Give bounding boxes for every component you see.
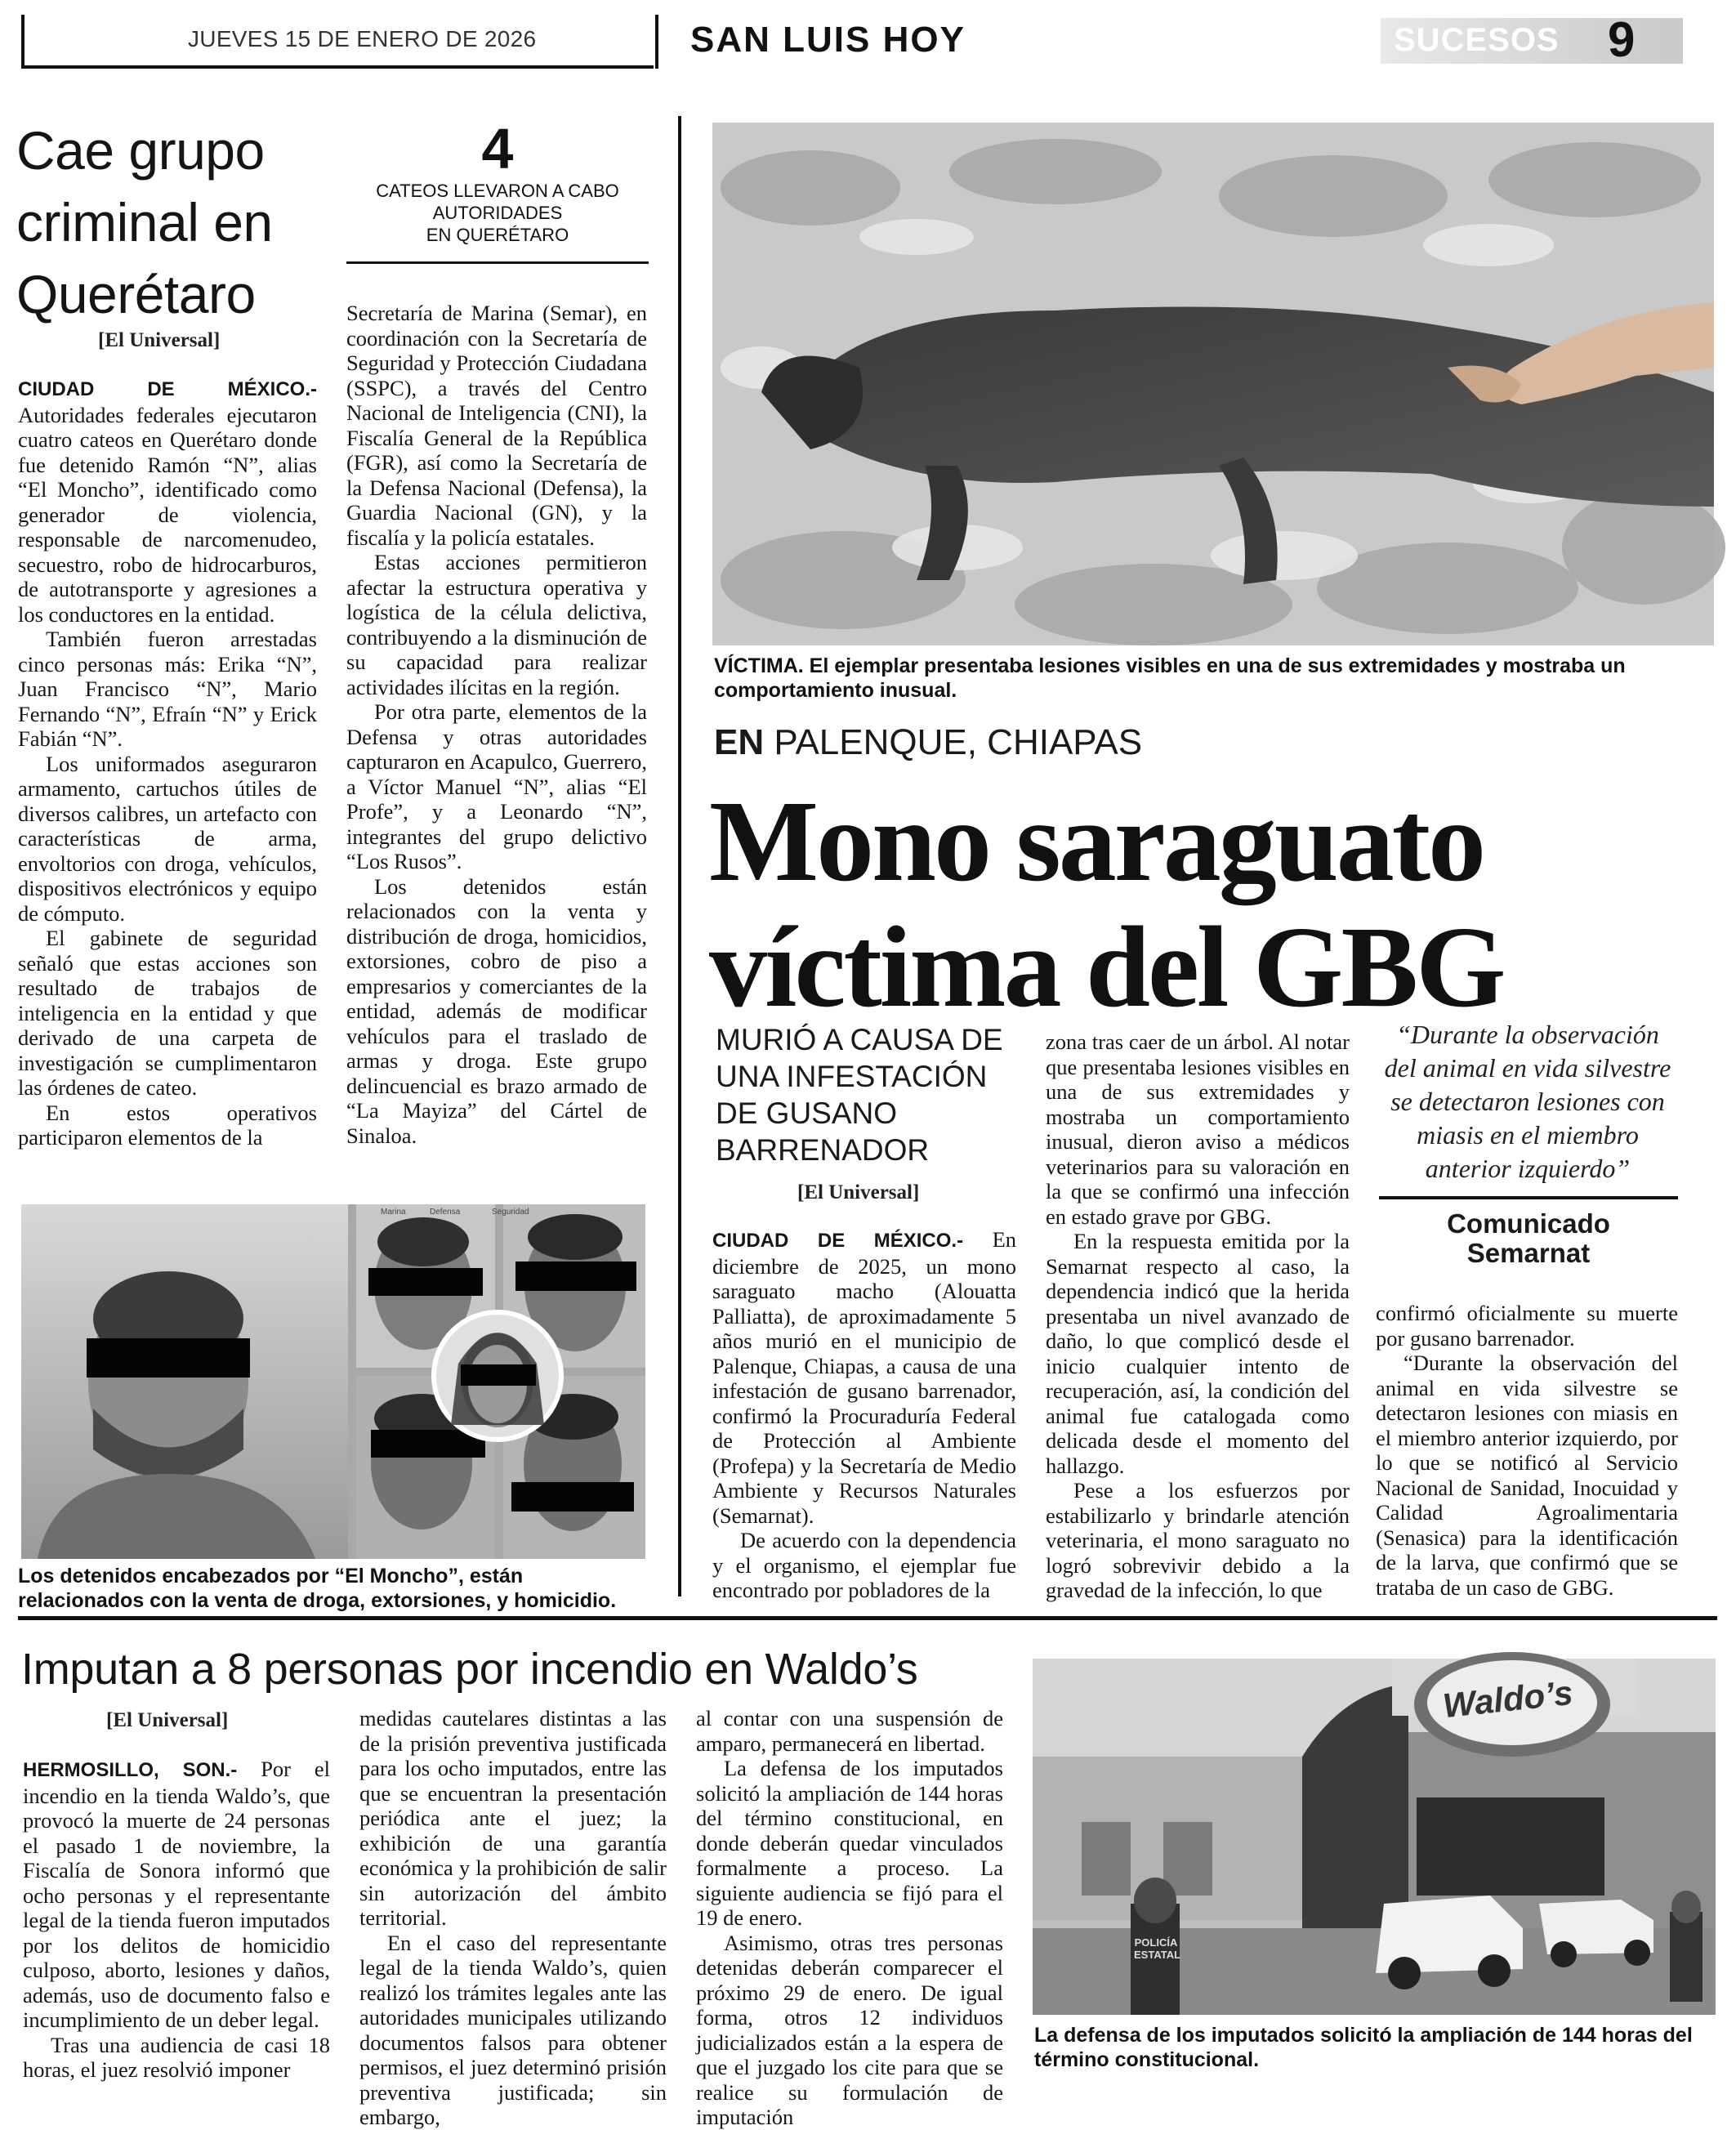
mono-kicker-rest: PALENQUE, CHIAPAS bbox=[774, 722, 1143, 762]
monkey-caption-lead: VÍCTIMA. bbox=[714, 654, 804, 677]
waldos-paragraph: Asimismo, otras tres personas detenidas deberán comparecer el próximo 29 de enero. De igual forma, otros 12 individuos judicializados están a la espera de que el juzgado los cite para que se realice su formulación de imputación bbox=[696, 1930, 1003, 2129]
factbox-line: AUTORIDADES bbox=[432, 203, 563, 223]
factbox-bottom-rule bbox=[346, 261, 649, 264]
mono-subhead: MURIÓ A CAUSA DE UNA INFESTACIÓN DE GUSANO BARRENADOR bbox=[716, 1023, 1003, 1167]
mono-headline-line: víctima del GBG bbox=[709, 902, 1504, 1031]
mono-paragraph: De acuerdo con la dependencia y el organismo, el ejemplar fue encontrado por pobladores de la bbox=[712, 1528, 1016, 1602]
queretaro-headline bbox=[16, 114, 343, 330]
queretaro-paragraph: También fueron arrestadas cinco personas más: Erika “N”, Juan Francisco “N”, Mario Fernando “N”, Efraín “N” y Erick Fabián “N”. bbox=[18, 627, 317, 751]
waldos-paragraph: En el caso del representante legal de la tienda Waldo’s, quien realizó los trámites legales ante las autoridades municipales utilizando documentos falsos para obtener permisos, el juez determinó prisión preventiva justificada; sin embargo, bbox=[359, 1930, 667, 2129]
monkey-caption-text: El ejemplar presentaba lesiones visibles en una de sus extremidades y mostraba un comportamiento inusual. bbox=[714, 654, 1626, 702]
photo-text-defensa: Defensa bbox=[430, 1208, 461, 1217]
queretaro-paragraph: Los detenidos están relacionados con la venta y distribución de droga, homicidios, extorsiones, cobro de piso a empresarios y comerciantes de la entidad, además de modificar vehículos para el traslado de armas y droga. Este grupo delincuencial es brazo armado de “La Mayiza” del Cártel de Sinaloa. bbox=[346, 873, 647, 1148]
header-divider bbox=[655, 15, 658, 69]
queretaro-headline-line: criminal en bbox=[16, 192, 273, 252]
column-divider bbox=[678, 116, 681, 1596]
queretaro-body-col2 bbox=[346, 301, 647, 1148]
quote-rule bbox=[1379, 1196, 1678, 1199]
queretaro-paragraph: Autoridades federales ejecutaron cuatro cateos en Querétaro donde fue detenido Ramón “N”, alias “El Moncho”, identificado como generador de violencia, responsable de narcomenudeo, secuestro, robo de hidrocarburos, de autotransporte y agresiones a los conductores en la entidad. bbox=[18, 402, 317, 627]
mono-paragraph: confirmó oficialmente su muerte por gusano barrenador. bbox=[1376, 1301, 1678, 1351]
queretaro-body-col1 bbox=[18, 376, 317, 1150]
queretaro-paragraph: Los uniformados aseguraron armamento, cartuchos útiles de diversos calibres, un artefacto con características de arma, envoltorios con droga, vehículos, dispositivos electrónicos y equipo de cómputo. bbox=[18, 751, 317, 926]
mono-paragraph: Pese a los esfuerzos por estabilizarlo y brindarle atención veterinaria, el mono saraguato no logró sobrevivir debido a la gravedad de la infección, lo que bbox=[1046, 1478, 1350, 1602]
monkey-photo-caption bbox=[714, 654, 1711, 703]
queretaro-factbox bbox=[346, 117, 649, 260]
waldos-photo bbox=[1033, 1659, 1716, 2015]
header-left-rule bbox=[21, 15, 25, 69]
photo-text-seguridad: Seguridad bbox=[492, 1208, 529, 1217]
queretaro-paragraph: Estas acciones permitieron afectar la estructura operativa y logística de la célula delictiva, contribuyendo a la disminución de su capacidad para realizar actividades ilícitas en la región. bbox=[346, 550, 647, 699]
photo-text-marina: Marina bbox=[381, 1208, 406, 1217]
factbox-line: CATEOS LLEVARON A CABO bbox=[376, 181, 619, 201]
waldos-headline: Imputan a 8 personas por incendio en Waldo’s bbox=[21, 1645, 918, 1694]
queretaro-paragraph: En estos operativos participaron elementos de la bbox=[18, 1100, 317, 1150]
queretaro-headline-line: Cae grupo bbox=[16, 120, 265, 181]
factbox-text bbox=[346, 180, 649, 246]
header-section: SUCESOS bbox=[1394, 22, 1560, 58]
header-newspaper-name: SAN LUIS HOY bbox=[690, 20, 966, 60]
quote-author-line: Semarnat bbox=[1466, 1238, 1591, 1268]
waldos-dateline: HERMOSILLO, SON.- bbox=[23, 1759, 238, 1781]
mono-source: [El Universal] bbox=[797, 1181, 920, 1203]
mono-kicker-bold: EN bbox=[714, 722, 765, 762]
waldos-paragraph: La defensa de los imputados solicitó la ampliación de 144 horas del término constitucional, en donde deberán quedar vinculados formalmente a proceso. La siguiente audiencia se fijó para el 19 de enero. bbox=[696, 1756, 1003, 1930]
mono-body-col2 bbox=[1046, 1029, 1350, 1603]
header-page-number: 9 bbox=[1608, 12, 1636, 67]
waldos-body-col3 bbox=[696, 1706, 1003, 2130]
waldos-photo-caption: La defensa de los imputados solicitó la ampliación de 144 horas del término constitucional. bbox=[1034, 2024, 1693, 2071]
police-vest-line: ESTATAL bbox=[1134, 1949, 1181, 1961]
queretaro-paragraph: Secretaría de Marina (Semar), en coordinación con la Secretaría de Seguridad y Protección Ciudadana (SSPC), a través del Centro Nacional de Inteligencia (CNI), la Fiscalía General de la República (FGR), así como la Secretaría de la Defensa Nacional (Defensa), la Guardia Nacional (GN), y la fiscalía y la policía estatales. bbox=[346, 301, 647, 550]
waldos-body-col2 bbox=[359, 1706, 667, 2130]
header-date: JUEVES 15 DE ENERO DE 2026 bbox=[188, 26, 537, 51]
detainees-caption: Los detenidos encabezados por “El Moncho”, están relacionados con la venta de droga, extorsiones, y homicidio. bbox=[18, 1565, 617, 1612]
factbox-number: 4 bbox=[481, 117, 514, 181]
page-header bbox=[0, 0, 1736, 74]
queretaro-headline-line: Querétaro bbox=[16, 264, 256, 324]
waldos-paragraph: al contar con una suspensión de amparo, permanecerá en libertad. bbox=[696, 1706, 1003, 1756]
waldos-body-col1 bbox=[23, 1757, 330, 2083]
section-rule bbox=[18, 1616, 1717, 1620]
queretaro-paragraph: Por otra parte, elementos de la Defensa y otras autoridades capturaron en Acapulco, Guerrero, a Víctor Manuel “N”, alias “El Profe”, y a Leonardo “N”, integrantes del grupo delictivo “Los Rusos”. bbox=[346, 699, 647, 873]
quote-author bbox=[1379, 1209, 1678, 1268]
mono-body-col1 bbox=[712, 1227, 1016, 1603]
waldos-paragraph: Por el incendio en la tienda Waldo’s, que provocó la muerte de 24 personas el pasado 1 de noviembre, la Fiscalía de Sonora informó que ocho personas y el representante legal de la tienda fueron imputados por los delitos de homicidio culposo, aborto, lesiones y daños, además, uso de documento falso e incumplimiento de un deber legal. bbox=[23, 1757, 331, 2032]
waldos-source: [El Universal] bbox=[106, 1709, 229, 1731]
queretaro-paragraph: El gabinete de seguridad señaló que estas acciones son resultado de trabajos de inteligencia en la entidad y que derivado de una carpeta de investigación se cumplimentaron las órdenes de cateo. bbox=[18, 926, 317, 1100]
police-vest-line: POLICÍA bbox=[1134, 1936, 1178, 1949]
mono-kicker bbox=[714, 722, 1142, 763]
monkey-photo bbox=[712, 123, 1714, 645]
queretaro-source: [El Universal] bbox=[98, 329, 221, 351]
queretaro-dateline: CIUDAD DE MÉXICO.- bbox=[18, 378, 317, 400]
mono-body-col3 bbox=[1376, 1301, 1678, 1600]
waldos-sign-text: Waldo’s bbox=[1440, 1672, 1575, 1726]
mono-paragraph: “Durante la observación del animal en vida silvestre se detectaron lesiones con miasis en el miembro anterior izquierdo, por lo que se notificó al Servicio Nacional de Sanidad, Inocuidad y Calidad Agroalimentaria (Senasica) para la identificación de la larva, que confirmó que se trataba de un caso de GBG. bbox=[1376, 1351, 1678, 1600]
mono-paragraph: En diciembre de 2025, un mono saraguato macho (Alouatta Palliatta), de aproximadamente 5 años murió en el municipio de Palenque, Chiapas, a causa de una infestación de gusano barrenador, confirmó la Procuraduría Federal de Protección al Ambiente (Profepa) y la Secretaría de Medio Ambiente y Recursos Naturales (Semarnat). bbox=[712, 1227, 1017, 1528]
mono-dateline: CIUDAD DE MÉXICO.- bbox=[712, 1230, 964, 1252]
censor-bar bbox=[87, 1338, 250, 1378]
quote-author-line: Comunicado bbox=[1447, 1208, 1610, 1239]
waldos-paragraph: medidas cautelares distintas a las de la prisión preventiva justificada para los ocho imputados, entre las que se encuentran la presentación periódica ante el juez; la exhibición de una garantía económica y la prohibición de salir sin autorización del ámbito territorial. bbox=[359, 1706, 667, 1930]
mono-paragraph: En la respuesta emitida por la Semarnat respecto al caso, la dependencia indicó que la herida presentaba un nivel avanzado de daño, lo que complicó desde el inicio cualquier intento de recuperación, así, la condición del animal fue catalogada como delicada desde el momento del hallazgo. bbox=[1046, 1229, 1350, 1478]
police-vest-text bbox=[1134, 1936, 1181, 1961]
factbox-line: EN QUERÉTARO bbox=[426, 225, 569, 245]
waldos-paragraph: Tras una audiencia de casi 18 horas, el juez resolvió imponer bbox=[23, 2032, 330, 2082]
mono-headline-line: Mono saraguato bbox=[709, 776, 1484, 905]
mono-pull-quote: “Durante la observación del animal en vida silvestre se detectaron lesiones con miasis en el miembro anterior izquierdo” bbox=[1384, 1020, 1671, 1183]
mono-paragraph: zona tras caer de un árbol. Al notar que presentaba lesiones visibles en una de sus extremidades y mostraba un comportamiento inusual, dieron aviso a médicos veterinarios para su valoración en la que se confirmó una infección en estado grave por GBG. bbox=[1046, 1029, 1350, 1229]
header-left-bottom-rule bbox=[21, 65, 654, 69]
mono-headline bbox=[709, 778, 1722, 1029]
detainees-photo bbox=[21, 1204, 645, 1559]
